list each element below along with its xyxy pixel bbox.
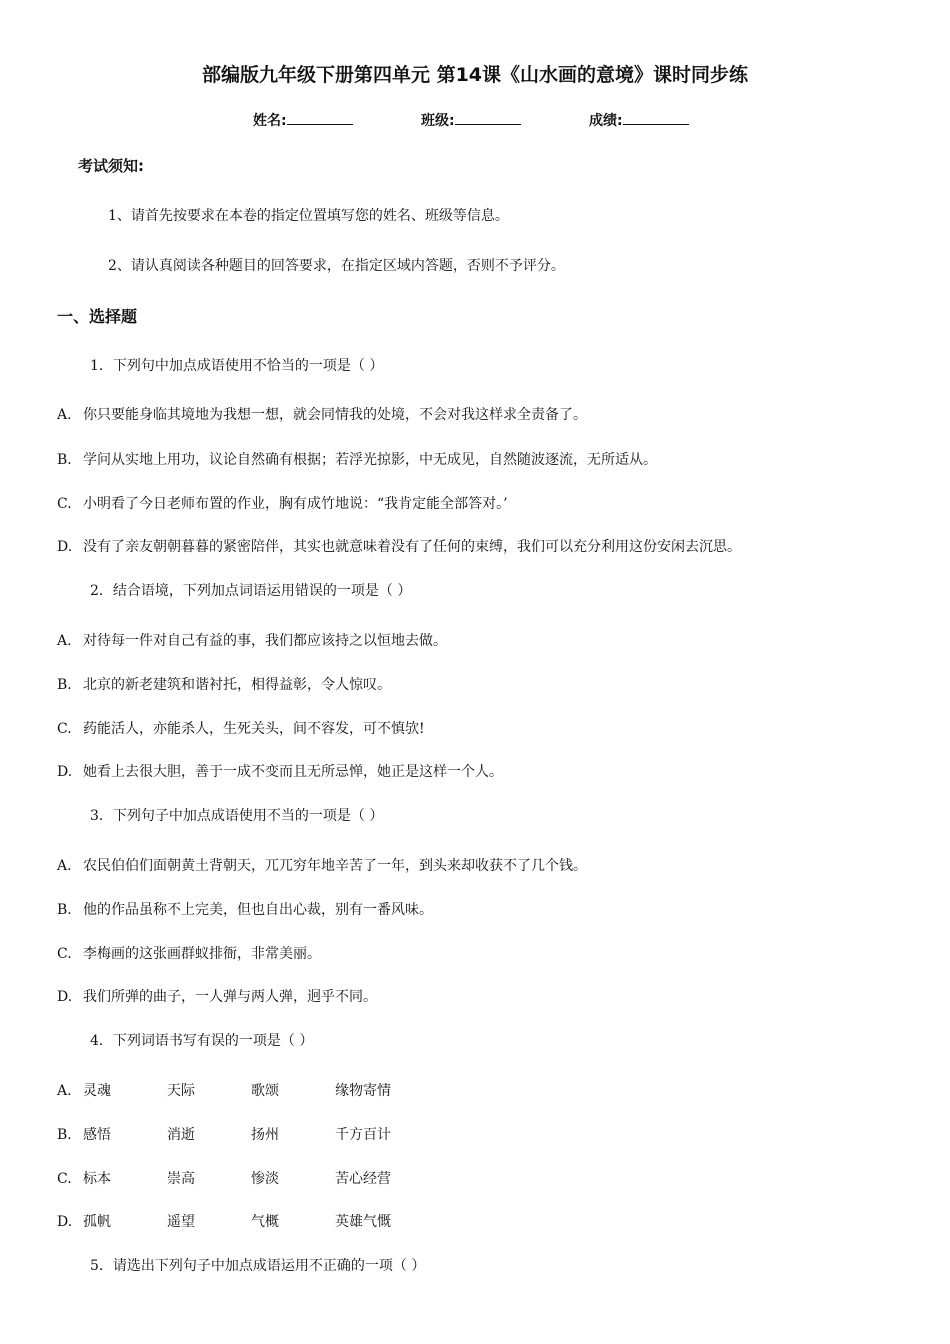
section-heading: 一、选择题 — [57, 307, 138, 326]
option-letter: B. — [57, 677, 72, 693]
option-letter: D. — [57, 764, 73, 780]
option-text: 他的作品虽称不上完美，但也自出心裁，别有一番风味。 — [83, 902, 433, 918]
option-text: 李梅画的这张画群蚁排衙，非常美丽。 — [83, 946, 321, 962]
option-letter: D. — [57, 1214, 73, 1230]
option-word: 消逝 — [167, 1127, 195, 1143]
option-word: 歌颂 — [251, 1083, 279, 1099]
option-text: 学问从实地上用功，议论自然确有根据；若浮光掠影，中无成见，自然随波逐流，无所适从。 — [83, 452, 657, 468]
option-letter: A. — [57, 633, 72, 649]
option-letter: A. — [57, 1083, 72, 1099]
option-word: 崇高 — [167, 1171, 195, 1187]
option-text: 小明看了今日老师布置的作业，胸有成竹地说：“我肯定能全部答对。’ — [83, 496, 508, 512]
option-word: 标本 — [83, 1171, 111, 1187]
option — [57, 449, 657, 469]
option-letter: A. — [57, 407, 72, 423]
option — [57, 761, 503, 781]
option-letter: C. — [57, 496, 72, 512]
question-stem: 1．下列句中加点成语使用不恰当的一项是（ ） — [90, 358, 384, 374]
option-letter: B. — [57, 902, 72, 918]
option — [57, 630, 447, 650]
option-letter: D. — [57, 539, 73, 555]
option-word: 感悟 — [83, 1127, 111, 1143]
option-letter: C. — [57, 946, 72, 962]
option-letter: D. — [57, 989, 73, 1005]
option-text: 对待每一件对自己有益的事，我们都应该持之以恒地去做。 — [83, 633, 447, 649]
option-word: 千方百计 — [335, 1127, 391, 1143]
notice-title: 考试须知: — [78, 157, 144, 175]
option-text: 农民伯伯们面朝黄土背朝天，兀兀穷年地辛苦了一年，到头来却收获不了几个钱。 — [83, 858, 587, 874]
option — [57, 536, 741, 556]
option-letter: A. — [57, 858, 72, 874]
option-text: 我们所弹的曲子，一人弹与两人弹，迥乎不同。 — [83, 989, 377, 1005]
option-word: 扬州 — [251, 1127, 279, 1143]
option-word: 灵魂 — [83, 1083, 111, 1099]
score-field — [589, 110, 689, 130]
option — [57, 674, 391, 694]
score-blank — [623, 111, 689, 125]
option-text: 没有了亲友朝朝暮暮的紧密陪伴，其实也就意味着没有了任何的束缚，我们可以充分利用这份安闲去沉思。 — [83, 539, 741, 555]
page-title: 部编版九年级下册第四单元 第14课《山水画的意境》课时同步练 — [201, 64, 749, 86]
question-stem: 2．结合语境，下列加点词语运用错误的一项是（ ） — [90, 583, 412, 599]
option-word: 惨淡 — [251, 1171, 279, 1187]
score-label: 成绩: — [589, 113, 623, 129]
question-stem: 5．请选出下列句子中加点成语运用不正确的一项（ ） — [90, 1258, 426, 1274]
option-word: 遥望 — [167, 1214, 195, 1230]
option-letter: B. — [57, 452, 72, 468]
question-stem: 4．下列词语书写有误的一项是（ ） — [90, 1033, 314, 1049]
option-text: 你只要能身临其境地为我想一想，就会同情我的处境，不会对我这样求全责备了。 — [83, 407, 587, 423]
option — [57, 855, 587, 875]
notice-item: 1、请首先按要求在本卷的指定位置填写您的姓名、班级等信息。 — [108, 208, 509, 224]
option — [57, 986, 377, 1006]
name-label: 姓名: — [253, 113, 287, 129]
option-letter: B. — [57, 1127, 72, 1143]
option-letter: C. — [57, 721, 72, 737]
option-letter: C. — [57, 1171, 72, 1187]
notice-item: 2、请认真阅读各种题目的回答要求，在指定区域内答题，否则不予评分。 — [108, 258, 565, 274]
option — [57, 1168, 419, 1188]
option-word: 孤帆 — [83, 1214, 111, 1230]
option — [57, 493, 508, 513]
class-label: 班级: — [421, 113, 455, 129]
option — [57, 404, 587, 424]
option — [57, 1080, 419, 1100]
name-blank — [287, 111, 353, 125]
option-text: 她看上去很大胆，善于一成不变而且无所忌惮，她正是这样一个人。 — [83, 764, 503, 780]
option — [57, 1211, 419, 1231]
option — [57, 899, 433, 919]
name-field — [253, 110, 353, 130]
option-word: 英雄气慨 — [335, 1214, 391, 1230]
option — [57, 943, 321, 963]
option-word: 缘物寄情 — [335, 1083, 391, 1099]
class-field — [421, 110, 521, 130]
question-stem: 3．下列句子中加点成语使用不当的一项是（ ） — [90, 808, 384, 824]
option-word: 苦心经营 — [335, 1171, 391, 1187]
option-word: 气概 — [251, 1214, 279, 1230]
class-blank — [455, 111, 521, 125]
option — [57, 718, 425, 738]
option-word: 天际 — [167, 1083, 195, 1099]
option-text: 北京的新老建筑和谐衬托，相得益彰，令人惊叹。 — [83, 677, 391, 693]
option-text: 药能活人，亦能杀人，生死关头，间不容发，可不慎欤! — [83, 721, 425, 737]
option — [57, 1124, 419, 1144]
